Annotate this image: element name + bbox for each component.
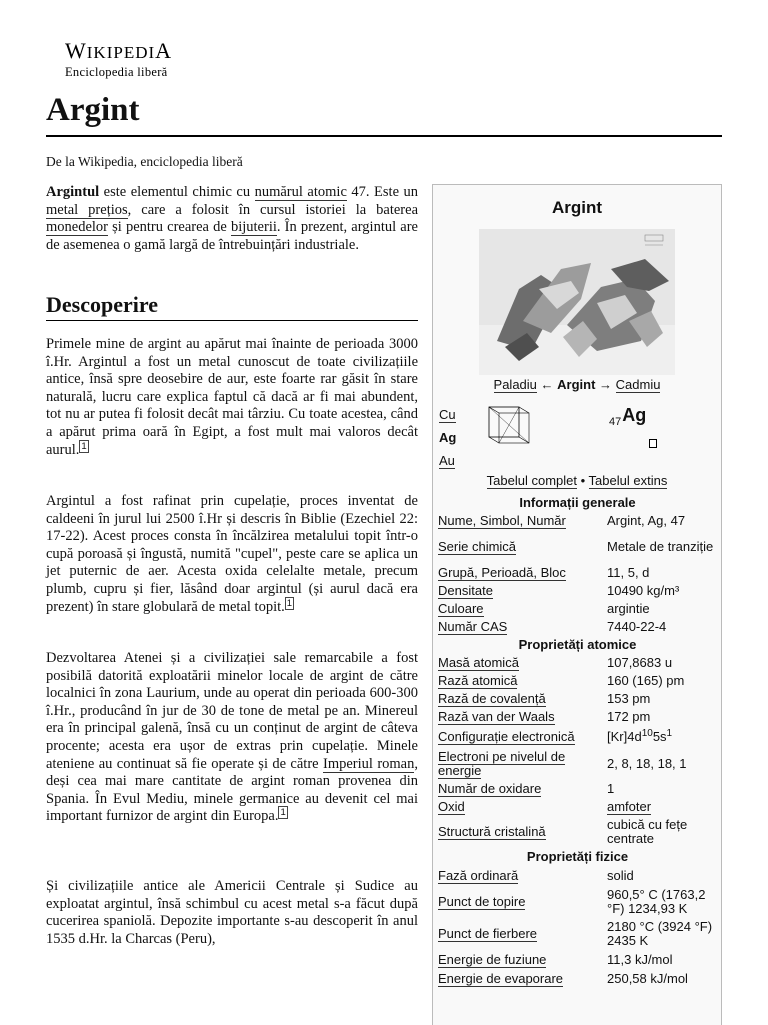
link-tabelul-complet[interactable]: Tabelul complet [486,473,577,488]
table-row: Fază ordinară solid [438,868,634,883]
paragraph-3: Dezvoltarea Atenei și a civilizației sale remarcabile a fost posibilă datorită exploatării minelor locale de argint de către localnici în zona Laurium, unde au operat din perioada 600-300 î.Hr., producând în jur de 30 de tone de metal pe an. Minereul era în principal galenă, însă cu un conținut de argint de câteva procente; acesta era ușor de extras prin cupelație. Minele ateniene au continuat să fie operate și de către Imperiul roman, deși cea mai mare cantitate de argint roman provenea din Spania. În Evul Mediu, minele germanice au devenit cel mai important furnizor de argint din Europa. $^1$ [46,650,418,825]
link-au[interactable]: Au [439,453,455,468]
page-title: Argint [46,92,140,128]
link-numarul-atomic[interactable]: numărul atomic [254,184,347,200]
paragraph-2: Argintul a fost rafinat prin cupelație, proces inventat de caldeeni în jurul lui 2500 î.Hr și descris în Biblie (Ezechiel 22: 17-22). Acest proces consta în încălzirea metalului topit într-o cupă poroasă și îngustă, numită "cupel", peste care se aplica un jet puternic de aer. Acesta oxida celelalte metale, precum plumb, cupru și fier, lăsând doar argintul (și aurul dacă era prezent) în stare globulară de metal topit. $^1$ [46,493,418,615]
table-row: Număr de oxidare 1 [438,781,615,796]
table-row: Energie de evaporare 250,58 kJ/mol [438,971,688,986]
checkbox-icon [649,439,657,448]
table-row: Energie de fuziune 11,3 kJ/mol [438,952,673,967]
table-row: Culoare argintie [438,601,650,616]
section-heading-descoperire: Descoperire [46,292,158,317]
table-row: Oxid amfoter [438,799,652,814]
table-row: Rază van der Waals 172 pm [438,709,651,724]
table-row: Structură cristalină cubică cu fețe centrate [438,817,688,846]
table-row: Electroni pe nivelul de energie 2, 8, 18, 18, 1 [438,749,687,778]
wikipedia-logo[interactable] [65,40,195,80]
intro-paragraph: Argintul este elementul chimic cu numărul atomic 47. Este un metal prețios, care a folosit în cursul istoriei la baterea monedelor și pentru crearea de bijuterii. În prezent, argintul are de asemenea o gamă largă de întrebuințări industriale. [46,184,419,253]
link-paladiu[interactable]: Paladiu [493,377,537,392]
section-divider [46,320,418,321]
neighbor-elements: Paladiu ← Argint → Cadmiu [493,377,661,392]
paragraph-1: Primele mine de argint au apărut mai înainte de perioada 3000 î.Hr. Argintul a fost un metal cunoscut de toate civilizațiile antice, însă spre deosebire de aur, este foarte rar găsit în stare naturală, lucru care explica faptul că dacă ar fi mai abundent, tot nu ar putea fi folosit decât mai târziu. Cu toate acestea, când a apărut prima oară în Egipt, a fost mult mai valoros decât aurul. $^1$ [46,336,418,458]
silver-crystal-image[interactable] [479,229,675,375]
table-row: Masă atomică 107,8683 u [438,655,673,670]
current-element: Argint [557,377,596,392]
link-tabelul-extins[interactable]: Tabelul extins [588,473,668,488]
element-infobox [432,184,722,1025]
crystal-lattice-icon [485,403,535,445]
group-column [439,403,456,472]
paragraph-4: Și civilizațiile antice ale Americii Centrale și Sudice au exploatat argintul, însă schimbul cu acest metal s-a făcut după cucerirea spaniolă. Depozite importante s-au descoperit în anul 1535 d.Hr. la Charcas (Peru), [46,878,418,947]
link-cadmiu[interactable]: Cadmiu [615,377,661,392]
table-row: Nume, Simbol, Număr Argint, Ag, 47 [438,513,686,528]
section-header: Informații generale [519,495,636,510]
link-metal-pretios[interactable]: metal prețios [46,201,128,218]
table-row: Densitate 10490 kg/m³ [438,583,680,598]
element-symbol: $_{47}$Ag [609,405,647,428]
section-header: Proprietăți fizice [526,849,629,864]
link-imperiul-roman[interactable]: Imperiul roman [323,755,415,772]
wikipedia-wordmark: WIKIPEDIA [65,38,173,63]
section-header: Proprietăți atomice [518,637,637,652]
reference-link[interactable]: 1 [286,597,293,609]
table-row: Rază atomică 160 (165) pm [438,673,685,688]
title-divider [46,135,722,137]
link-cu[interactable]: Cu [439,407,456,422]
link-monedelor[interactable]: monedelor [46,219,109,236]
table-row: Grupă, Perioadă, Bloc 11, 5, d [438,565,650,580]
infobox-title: Argint [551,198,603,217]
bold-term: Argintul [46,184,100,200]
wikipedia-tagline: Enciclopedia liberă [65,65,168,79]
table-row: Punct de topire 960,5° C (1763,2 °F) 1234,93 K [438,887,706,916]
periodic-table-links: Tabelul complet • Tabelul extins [486,473,668,488]
group-current-ag: Ag [439,430,457,445]
atomic-number: 47 [609,416,622,428]
table-row: Serie chimică Metale de tranziție [438,539,714,554]
reference-link[interactable]: 1 [280,807,286,819]
table-row: Rază de covalență 153 pm [438,691,651,706]
reference-link[interactable]: 1 [81,440,87,452]
table-row: Număr CAS 7440-22-4 [438,619,667,634]
table-row: Configurație electronică $[Kr]4d^{10}5s^1$ [438,728,673,744]
table-row: Punct de fierbere 2180 °C (3924 °F) 2435 K [438,919,713,948]
properties-table [436,494,719,988]
link-bijuterii[interactable]: bijuterii [230,219,277,236]
from-wikipedia-line: De la Wikipedia, enciclopedia liberă [46,154,243,169]
